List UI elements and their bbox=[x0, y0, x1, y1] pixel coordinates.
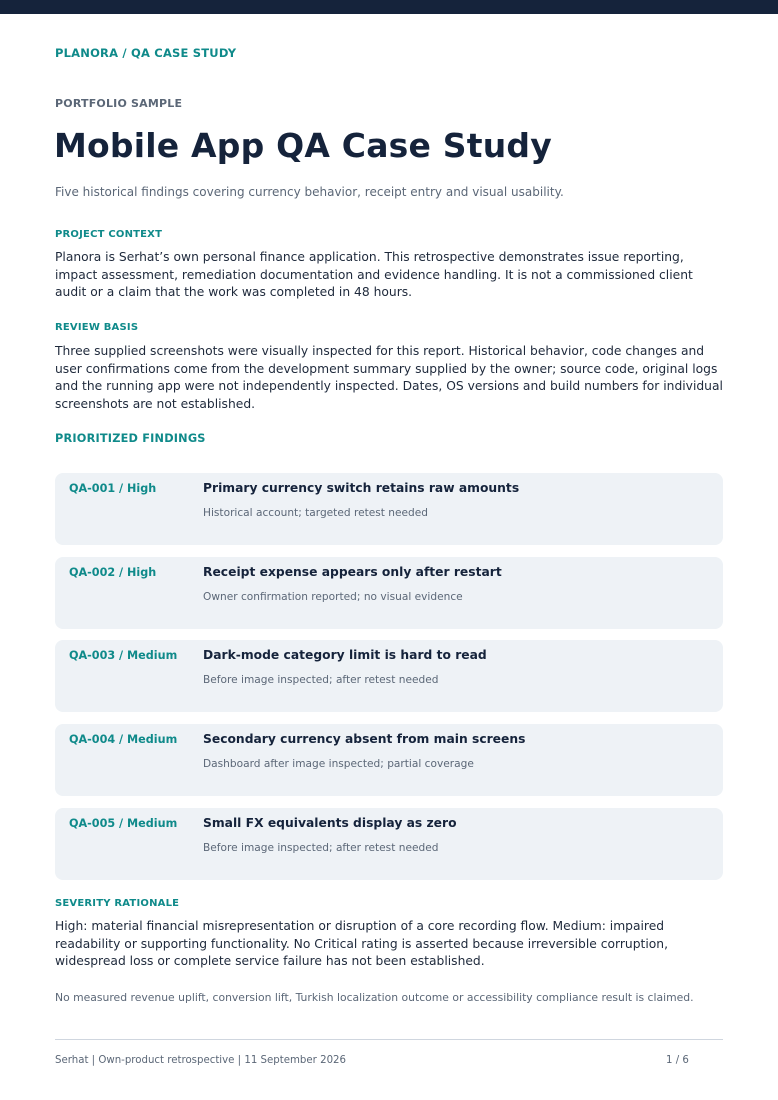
finding-card bbox=[55, 724, 723, 796]
finding-status: Before image inspected; after retest needed bbox=[203, 674, 439, 686]
finding-id: QA-004 / Medium bbox=[69, 733, 178, 746]
finding-status: Owner confirmation reported; no visual evidence bbox=[203, 591, 463, 603]
project-context-text: Planora is Serhat’s own personal finance application. This retrospective demonstrates issue reporting, impact assessment, remediation documentation and evidence handling. It is not a commissioned client audit or a claim that the work was completed in 48 hours. bbox=[55, 250, 693, 300]
eyebrow-label: PORTFOLIO SAMPLE bbox=[55, 97, 183, 110]
severity-rationale-label: SEVERITY RATIONALE bbox=[55, 898, 180, 909]
footer-divider bbox=[55, 1039, 723, 1040]
finding-status: Dashboard after image inspected; partial coverage bbox=[203, 758, 474, 770]
finding-card bbox=[55, 640, 723, 712]
finding-card bbox=[55, 557, 723, 629]
finding-title: Small FX equivalents display as zero bbox=[203, 816, 457, 830]
finding-title: Primary currency switch retains raw amounts bbox=[203, 481, 520, 495]
page-number: 1 / 6 bbox=[666, 1055, 689, 1066]
finding-title: Dark-mode category limit is hard to read bbox=[203, 648, 487, 662]
footer-text: Serhat | Own-product retrospective | 11 September 2026 bbox=[55, 1055, 347, 1066]
finding-card bbox=[55, 473, 723, 545]
finding-status: Before image inspected; after retest needed bbox=[203, 842, 439, 854]
top-bar bbox=[0, 0, 778, 14]
page-title: Mobile App QA Case Study bbox=[54, 126, 552, 165]
review-basis-label: REVIEW BASIS bbox=[55, 322, 139, 333]
review-basis-text: Three supplied screenshots were visually inspected for this report. Historical behavior, code changes and user confirmations come from the development summary supplied by the owner; source code, original logs and the running app were not independently inspected. Dates, OS versions and build numbers for individual screenshots are not established. bbox=[55, 344, 723, 412]
page-subtitle: Five historical findings covering currency behavior, receipt entry and visual usability. bbox=[55, 185, 564, 199]
disclaimer-note: No measured revenue uplift, conversion lift, Turkish localization outcome or accessibility compliance result is claimed. bbox=[55, 991, 694, 1004]
brand-breadcrumb: PLANORA / QA CASE STUDY bbox=[55, 46, 237, 60]
finding-id: QA-003 / Medium bbox=[69, 649, 178, 662]
findings-heading: PRIORITIZED FINDINGS bbox=[55, 432, 206, 445]
finding-title: Secondary currency absent from main screens bbox=[203, 732, 526, 746]
severity-rationale-text: High: material financial misrepresentation or disruption of a core recording flow. Medium: impaired readability or supporting functionality. No Critical rating is asserted because irreversible corruption, widespread loss or complete service failure has not been established. bbox=[55, 919, 668, 969]
finding-title: Receipt expense appears only after restart bbox=[203, 565, 502, 579]
finding-status: Historical account; targeted retest needed bbox=[203, 507, 429, 519]
finding-card bbox=[55, 808, 723, 880]
finding-id: QA-002 / High bbox=[69, 566, 157, 579]
project-context-label: PROJECT CONTEXT bbox=[55, 229, 163, 240]
finding-id: QA-005 / Medium bbox=[69, 817, 178, 830]
finding-id: QA-001 / High bbox=[69, 482, 157, 495]
